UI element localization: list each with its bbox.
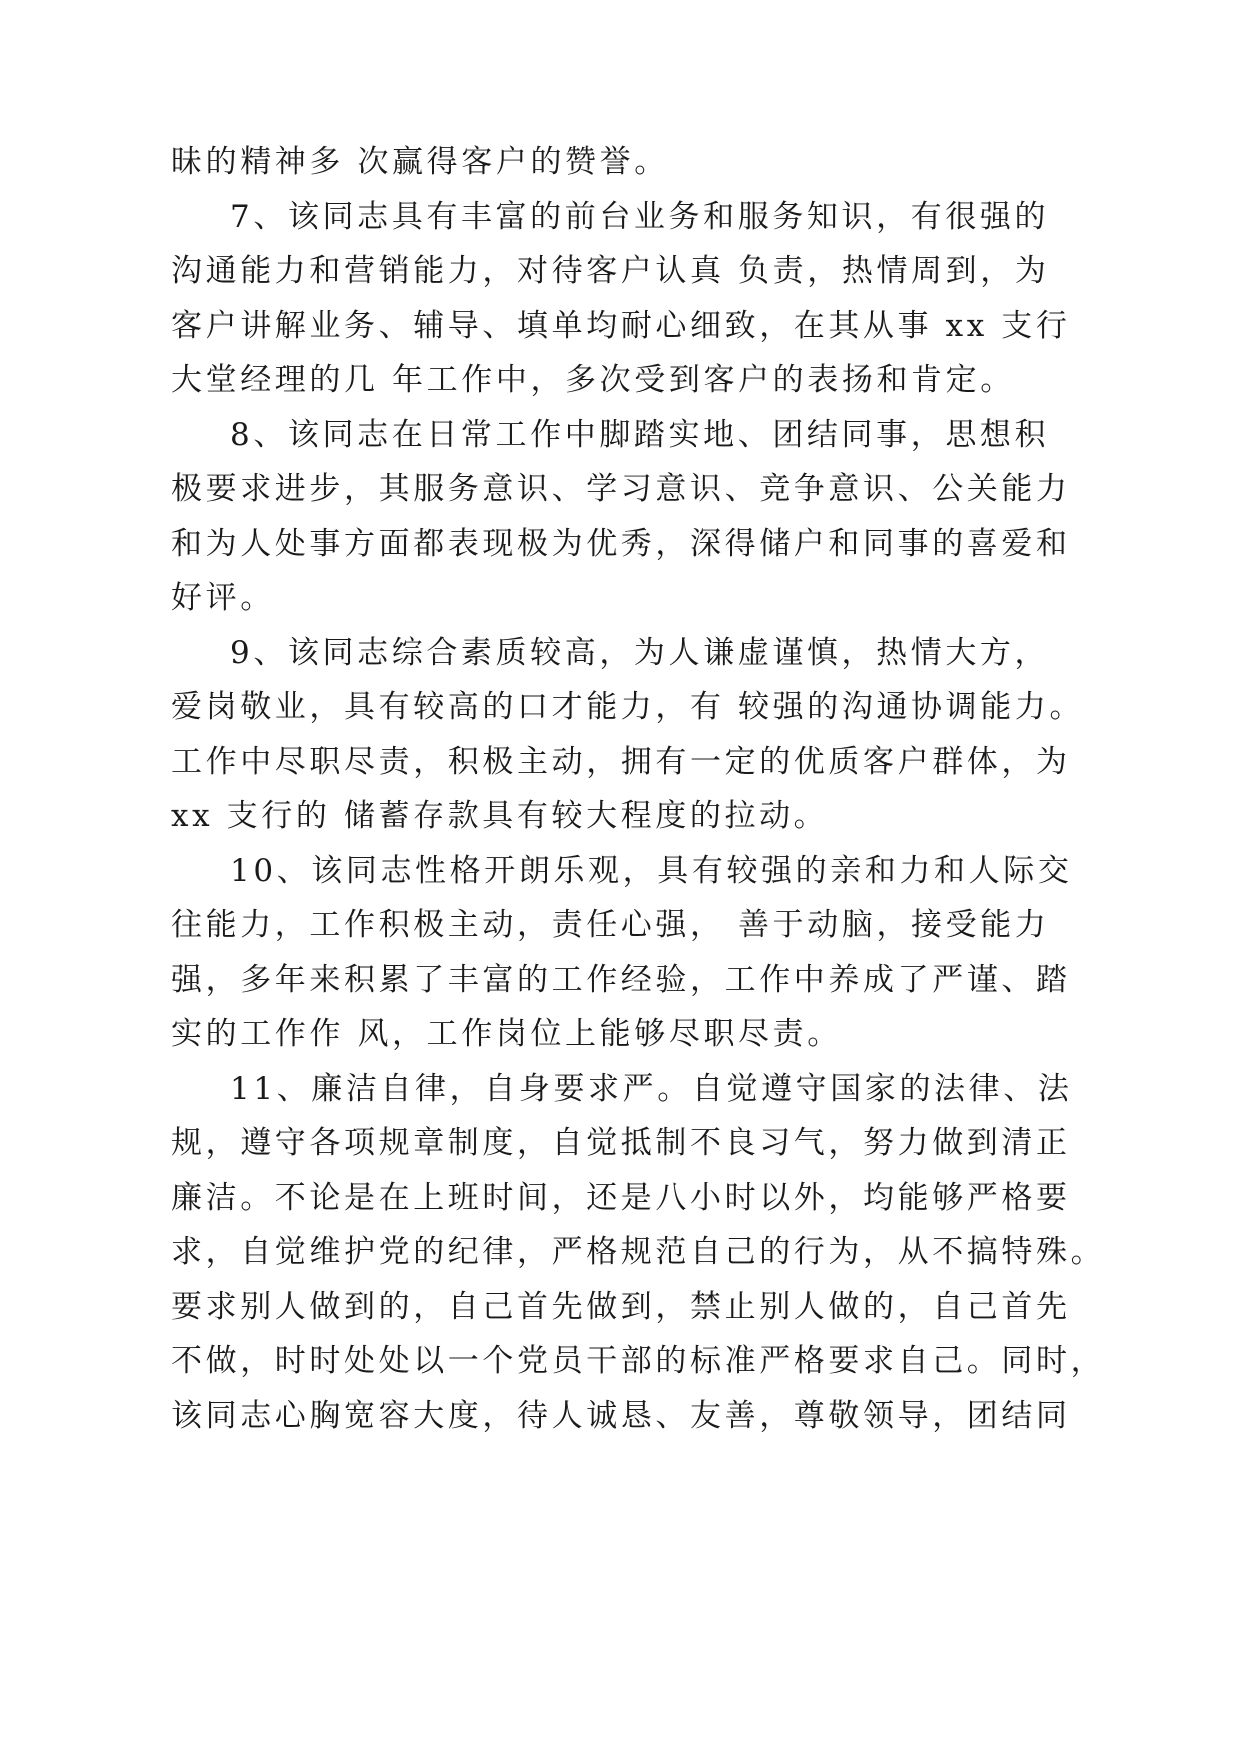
text-line: 好评。 bbox=[171, 580, 275, 616]
text-line: 强，多年来积累了丰富的工作经验，工作中养成了严谨、踏 bbox=[171, 962, 1071, 998]
text-line: 该同志心胸宽容大度，待人诚恳、友善，尊敬领导，团结同 bbox=[171, 1398, 1071, 1434]
text-line: 实的工作作 风，工作岗位上能够尽职尽责。 bbox=[171, 1016, 842, 1052]
paragraph-10-first-line: 10、该同志性格开朗乐观，具有较强的亲和力和人际交 bbox=[230, 853, 1073, 889]
text-line: 工作中尽职尽责，积极主动，拥有一定的优质客户群体，为 bbox=[171, 744, 1071, 780]
text-line: 沟通能力和营销能力，对待客户认真 负责，热情周到，为 bbox=[171, 253, 1050, 289]
paragraph-7-first-line: 7、该同志具有丰富的前台业务和服务知识，有很强的 bbox=[230, 199, 1050, 235]
text-line: 客户讲解业务、辅导、填单均耐心细致，在其从事 xx 支行 bbox=[171, 308, 1071, 344]
text-line: 求，自觉维护党的纪律，严格规范自己的行为，从不搞特殊。 bbox=[171, 1234, 1106, 1270]
text-line: 大堂经理的几 年工作中，多次受到客户的表扬和肯定。 bbox=[171, 362, 1015, 398]
paragraph-11-first-line: 11、廉洁自律，自身要求严。自觉遵守国家的法律、法 bbox=[230, 1071, 1073, 1107]
paragraph-9-first-line: 9、该同志综合素质较高，为人谦虚谨慎，热情大方， bbox=[230, 635, 1050, 671]
text-line: xx 支行的 储蓄存款具有较大程度的拉动。 bbox=[171, 798, 829, 834]
text-line: 昧的精神多 次赢得客户的赞誉。 bbox=[171, 144, 669, 180]
text-line: 往能力，工作积极主动，责任心强， 善于动脑，接受能力 bbox=[171, 907, 1050, 943]
text-line: 不做，时时处处以一个党员干部的标准严格要求自己。同时， bbox=[171, 1343, 1106, 1379]
text-line: 要求别人做到的，自己首先做到，禁止别人做的，自己首先 bbox=[171, 1289, 1071, 1325]
text-line: 规，遵守各项规章制度，自觉抵制不良习气，努力做到清正 bbox=[171, 1125, 1071, 1161]
text-line: 极要求进步，其服务意识、学习意识、竞争意识、公关能力 bbox=[171, 471, 1071, 507]
text-line: 爱岗敬业，具有较高的口才能力，有 较强的沟通协调能力。 bbox=[171, 689, 1085, 725]
text-line: 和为人处事方面都表现极为优秀，深得储户和同事的喜爱和 bbox=[171, 526, 1071, 562]
paragraph-8-first-line: 8、该同志在日常工作中脚踏实地、团结同事，思想积 bbox=[230, 417, 1050, 453]
text-line: 廉洁。不论是在上班时间，还是八小时以外，均能够严格要 bbox=[171, 1180, 1071, 1216]
